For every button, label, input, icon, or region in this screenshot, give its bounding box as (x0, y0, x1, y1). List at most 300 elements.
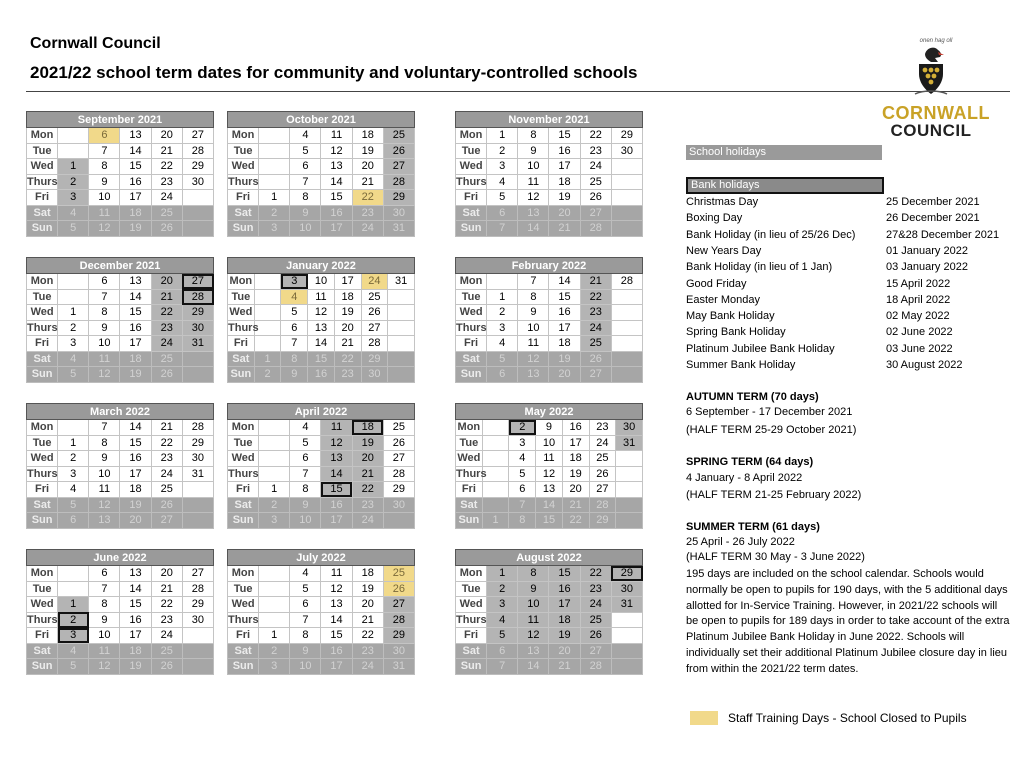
day-cell: 16 (120, 612, 151, 628)
day-cell: 28 (611, 274, 642, 290)
day-cell: 11 (321, 128, 352, 144)
week-row (456, 482, 643, 498)
day-cell (259, 128, 290, 144)
day-cell: 24 (580, 320, 611, 336)
day-label: Tue (27, 289, 58, 305)
week-row (456, 628, 643, 644)
day-cell: 13 (120, 128, 151, 144)
day-cell: 1 (58, 435, 89, 451)
day-cell: 25 (383, 420, 414, 436)
day-cell (611, 659, 642, 675)
day-cell (611, 174, 642, 190)
week-row (456, 451, 643, 467)
day-cell: 26 (361, 305, 388, 321)
day-label: Sat (228, 205, 259, 221)
day-label: Wed (229, 306, 253, 319)
day-cell (58, 143, 89, 159)
day-cell: 14 (308, 336, 335, 352)
day-cell: 23 (589, 420, 616, 436)
logo-word-council: COUNCIL (890, 121, 972, 140)
day-label: Wed (228, 597, 259, 613)
day-cell: 15 (120, 435, 151, 451)
day-cell (383, 513, 414, 529)
day-cell: 1 (259, 190, 290, 206)
bank-holiday-row (686, 278, 1016, 294)
day-label: Sun (228, 221, 259, 237)
week-row (27, 612, 214, 628)
week-row (27, 367, 214, 383)
day-cell: 16 (120, 320, 151, 336)
day-cell: 2 (58, 320, 89, 336)
day-cell: 3 (58, 336, 89, 352)
week-row (27, 513, 214, 529)
day-cell: 15 (120, 159, 151, 175)
day-cell: 19 (562, 466, 589, 482)
day-cell: 20 (120, 513, 151, 529)
day-cell: 8 (89, 597, 120, 613)
week-row (228, 435, 415, 451)
day-cell: 12 (89, 659, 120, 675)
day-cell: 3 (487, 159, 518, 175)
day-cell: 13 (518, 205, 549, 221)
month-title: October 2021 (228, 112, 415, 128)
day-label: Mon (27, 128, 58, 144)
day-cell: 27 (589, 482, 616, 498)
day-cell: 11 (518, 174, 549, 190)
day-cell: 16 (308, 367, 335, 383)
day-cell (616, 497, 643, 513)
day-cell: 12 (518, 351, 549, 367)
day-cell: 16 (321, 497, 352, 513)
day-cell: 22 (334, 351, 361, 367)
bank-holiday-date: 02 May 2022 (886, 310, 950, 323)
day-cell: 5 (58, 221, 89, 237)
day-cell: 27 (182, 128, 213, 144)
day-cell: 13 (321, 451, 352, 467)
day-cell: 23 (352, 205, 383, 221)
bank-holiday-name: Good Friday (686, 277, 747, 290)
day-cell: 24 (580, 597, 611, 613)
day-cell: 3 (259, 659, 290, 675)
day-label: Sat (27, 205, 58, 221)
day-cell: 6 (290, 451, 321, 467)
day-cell (611, 643, 642, 659)
day-cell (482, 497, 509, 513)
day-label: Sun (27, 221, 58, 237)
day-label: Sat (456, 351, 487, 367)
week-row (228, 513, 415, 529)
month-title: August 2022 (456, 550, 643, 566)
day-label: Wed (27, 597, 58, 613)
day-cell: 14 (120, 420, 151, 436)
day-cell: 1 (487, 566, 518, 582)
day-cell: 25 (151, 205, 182, 221)
day-cell: 17 (120, 190, 151, 206)
day-cell: 19 (120, 367, 151, 383)
page-title: 2021/22 school term dates for community and voluntary-controlled schools (30, 63, 638, 82)
day-label: Wed (27, 451, 58, 467)
week-row (27, 581, 214, 597)
day-cell: 22 (580, 566, 611, 582)
day-cell: 20 (334, 320, 361, 336)
week-row (27, 190, 214, 206)
week-row (228, 190, 415, 206)
day-cell: 10 (290, 221, 321, 237)
day-cell: 20 (352, 451, 383, 467)
day-cell (611, 221, 642, 237)
week-row (228, 274, 415, 290)
week-row (456, 513, 643, 529)
bank-holiday-row (686, 229, 1016, 245)
day-cell: 6 (290, 597, 321, 613)
day-label: Thurs (27, 467, 58, 480)
week-row (456, 336, 643, 352)
day-cell: 19 (549, 628, 580, 644)
day-cell: 20 (151, 274, 182, 290)
day-cell: 10 (518, 597, 549, 613)
day-cell: 21 (352, 174, 383, 190)
day-cell: 4 (487, 612, 518, 628)
day-cell: 27 (383, 451, 414, 467)
day-cell: 7 (89, 581, 120, 597)
day-label: Mon (228, 274, 255, 290)
day-cell (388, 305, 415, 321)
title-divider (26, 91, 1010, 92)
day-cell: 9 (536, 420, 563, 436)
day-cell: 20 (352, 597, 383, 613)
day-cell: 30 (182, 320, 213, 336)
day-cell (616, 466, 643, 482)
day-cell: 31 (388, 274, 415, 290)
week-row (27, 643, 214, 659)
bank-holiday-row (686, 310, 1016, 326)
day-cell: 26 (383, 435, 414, 451)
day-cell: 15 (321, 482, 352, 498)
day-cell: 25 (361, 289, 388, 305)
day-cell: 19 (120, 659, 151, 675)
day-label: Sat (456, 643, 487, 659)
day-cell: 9 (89, 612, 120, 628)
day-cell: 1 (254, 351, 281, 367)
month-calendar (26, 549, 214, 675)
day-cell: 13 (120, 566, 151, 582)
day-cell: 2 (487, 581, 518, 597)
day-cell: 6 (487, 205, 518, 221)
week-row (456, 174, 643, 190)
day-cell: 8 (89, 435, 120, 451)
day-cell (58, 128, 89, 144)
day-cell: 12 (308, 305, 335, 321)
day-cell: 3 (487, 320, 518, 336)
bank-holidays-legend: Bank holidays (686, 177, 884, 194)
day-cell (58, 274, 89, 290)
day-cell (487, 274, 518, 290)
bank-holiday-name: Christmas Day (686, 196, 759, 208)
day-cell: 9 (281, 367, 308, 383)
week-row (228, 643, 415, 659)
day-label: Fri (27, 336, 58, 352)
day-cell: 21 (334, 336, 361, 352)
day-cell: 25 (580, 612, 611, 628)
day-cell (182, 221, 213, 237)
day-cell: 20 (352, 159, 383, 175)
day-label: Tue (228, 581, 259, 597)
week-row (456, 566, 643, 582)
day-cell: 6 (487, 643, 518, 659)
day-label: Thurs (27, 613, 58, 626)
day-cell: 28 (589, 497, 616, 513)
day-cell (611, 289, 642, 305)
day-cell: 5 (290, 143, 321, 159)
day-cell: 3 (259, 221, 290, 237)
day-cell: 18 (120, 205, 151, 221)
training-day-swatch (690, 711, 718, 725)
day-cell: 13 (120, 274, 151, 290)
day-cell: 8 (281, 351, 308, 367)
day-cell (611, 367, 642, 383)
day-label: Tue (456, 143, 487, 159)
month-calendar (26, 257, 214, 383)
day-label: Fri (456, 336, 487, 352)
day-label: Sun (456, 367, 487, 383)
day-cell: 6 (509, 482, 536, 498)
day-cell: 14 (321, 174, 352, 190)
week-row (27, 482, 214, 498)
day-cell: 17 (549, 597, 580, 613)
bank-holiday-row (686, 343, 1016, 359)
day-cell: 23 (352, 643, 383, 659)
day-cell: 21 (352, 612, 383, 628)
week-row (456, 612, 643, 628)
day-cell: 25 (580, 174, 611, 190)
day-cell (388, 336, 415, 352)
day-cell: 20 (562, 482, 589, 498)
day-cell: 23 (580, 305, 611, 321)
day-label: Thurs (228, 321, 259, 334)
logo-motto: onen hag oll (919, 38, 953, 44)
week-row (228, 451, 415, 467)
day-label: Sun (456, 659, 487, 675)
day-cell: 26 (151, 367, 182, 383)
day-cell: 9 (89, 320, 120, 336)
bank-holiday-date: 03 January 2022 (886, 261, 968, 274)
day-cell: 5 (290, 581, 321, 597)
day-cell: 21 (549, 221, 580, 237)
day-cell: 16 (120, 174, 151, 190)
week-row (228, 367, 415, 383)
day-cell: 10 (89, 466, 120, 482)
day-cell: 21 (151, 581, 182, 597)
day-label: Wed (456, 159, 487, 175)
day-cell: 8 (89, 305, 120, 321)
day-cell: 20 (549, 205, 580, 221)
week-row (228, 289, 415, 305)
day-cell: 3 (509, 435, 536, 451)
day-label: Mon (456, 128, 487, 144)
day-cell: 1 (482, 513, 509, 529)
day-cell: 10 (89, 190, 120, 206)
day-cell: 11 (518, 336, 549, 352)
day-cell: 1 (259, 482, 290, 498)
day-cell: 26 (580, 351, 611, 367)
day-cell: 5 (290, 435, 321, 451)
day-cell: 20 (549, 367, 580, 383)
day-cell: 27 (151, 513, 182, 529)
month-title: July 2022 (228, 550, 415, 566)
day-cell: 16 (120, 451, 151, 467)
week-row (228, 420, 415, 436)
week-row (456, 289, 643, 305)
day-cell: 17 (562, 435, 589, 451)
week-row (456, 597, 643, 613)
day-cell: 18 (549, 336, 580, 352)
day-label: Sun (228, 659, 259, 675)
bank-holiday-row (686, 196, 1016, 212)
day-cell: 15 (120, 305, 151, 321)
week-row (27, 466, 214, 482)
day-cell (616, 513, 643, 529)
day-label: Wed (228, 451, 259, 467)
day-cell (254, 289, 281, 305)
week-row (27, 659, 214, 675)
day-cell: 26 (383, 143, 414, 159)
week-row (27, 320, 214, 336)
day-label: Tue (27, 143, 58, 159)
spring-half-term: (HALF TERM 21-25 February 2022) (686, 489, 862, 501)
day-label: Mon (27, 420, 58, 436)
week-row (228, 659, 415, 675)
week-row (456, 159, 643, 175)
day-cell: 5 (487, 190, 518, 206)
day-label: Fri (228, 628, 259, 644)
day-cell: 1 (58, 159, 89, 175)
day-cell: 18 (352, 420, 383, 436)
day-cell (611, 320, 642, 336)
day-cell: 4 (281, 289, 308, 305)
day-cell: 31 (616, 435, 643, 451)
day-cell: 11 (89, 643, 120, 659)
day-cell (182, 513, 213, 529)
day-cell: 29 (383, 628, 414, 644)
month-calendar (26, 111, 214, 237)
bank-holiday-name: Bank Holiday (in lieu of 1 Jan) (686, 261, 833, 274)
day-cell: 4 (58, 643, 89, 659)
month-title: January 2022 (228, 258, 415, 274)
day-cell (482, 451, 509, 467)
day-cell (616, 451, 643, 467)
bank-holiday-row (686, 261, 1016, 277)
day-cell: 27 (182, 566, 213, 582)
logo-word-cornwall: CORNWALL (882, 103, 990, 123)
day-cell (611, 190, 642, 206)
day-label: Sat (27, 497, 58, 513)
day-cell: 29 (611, 128, 642, 144)
week-row (27, 336, 214, 352)
day-cell: 30 (383, 643, 414, 659)
bank-holiday-name: New Years Day (686, 244, 762, 257)
day-cell: 19 (334, 305, 361, 321)
day-cell: 21 (151, 289, 182, 305)
month-calendar (227, 549, 415, 675)
day-cell: 31 (383, 659, 414, 675)
week-row (228, 174, 415, 190)
training-day-legend: Staff Training Days - School Closed to Pupils (728, 711, 967, 725)
day-label: Sat (27, 643, 58, 659)
day-cell: 12 (89, 367, 120, 383)
day-cell: 8 (509, 513, 536, 529)
week-row (456, 351, 643, 367)
day-cell: 18 (562, 451, 589, 467)
day-cell: 1 (487, 128, 518, 144)
day-cell: 2 (58, 612, 89, 628)
week-row (27, 351, 214, 367)
day-cell: 5 (487, 351, 518, 367)
spring-term-dates: 4 January - 8 April 2022 (686, 472, 803, 484)
week-row (456, 581, 643, 597)
day-label: Thurs (456, 321, 487, 334)
week-row (27, 128, 214, 144)
day-cell: 6 (281, 320, 308, 336)
day-cell: 27 (383, 597, 414, 613)
day-cell: 21 (580, 274, 611, 290)
day-label: Sat (228, 643, 259, 659)
day-cell (611, 159, 642, 175)
day-cell: 23 (151, 612, 182, 628)
day-cell (259, 174, 290, 190)
day-cell: 13 (518, 643, 549, 659)
day-cell: 14 (536, 497, 563, 513)
week-row (456, 221, 643, 237)
day-cell (182, 367, 213, 383)
day-label: Mon (27, 566, 58, 582)
day-cell: 18 (352, 566, 383, 582)
day-cell (259, 143, 290, 159)
day-cell (182, 351, 213, 367)
day-cell: 10 (290, 513, 321, 529)
day-cell: 17 (334, 274, 361, 290)
day-cell: 16 (549, 305, 580, 321)
day-cell: 30 (611, 581, 642, 597)
day-cell: 6 (487, 367, 518, 383)
day-cell: 12 (321, 435, 352, 451)
day-cell: 28 (361, 336, 388, 352)
bank-holiday-date: 26 December 2021 (886, 212, 980, 225)
day-cell: 25 (383, 128, 414, 144)
bank-holiday-name: Summer Bank Holiday (686, 359, 796, 371)
day-cell: 7 (509, 497, 536, 513)
bank-holiday-name: Boxing Day (686, 212, 743, 225)
month-calendar (227, 111, 415, 237)
week-row (228, 128, 415, 144)
day-cell: 12 (89, 497, 120, 513)
day-cell: 7 (89, 289, 120, 305)
day-cell: 23 (580, 143, 611, 159)
day-cell: 17 (120, 336, 151, 352)
month-title: April 2022 (228, 404, 415, 420)
day-cell: 23 (580, 581, 611, 597)
day-cell (388, 351, 415, 367)
day-cell: 4 (58, 205, 89, 221)
day-cell: 16 (321, 205, 352, 221)
day-cell: 11 (89, 205, 120, 221)
day-cell: 13 (536, 482, 563, 498)
day-cell: 4 (487, 174, 518, 190)
day-cell: 4 (509, 451, 536, 467)
day-cell: 20 (151, 128, 182, 144)
day-cell: 3 (281, 274, 308, 290)
day-cell: 30 (182, 174, 213, 190)
day-cell: 22 (352, 482, 383, 498)
